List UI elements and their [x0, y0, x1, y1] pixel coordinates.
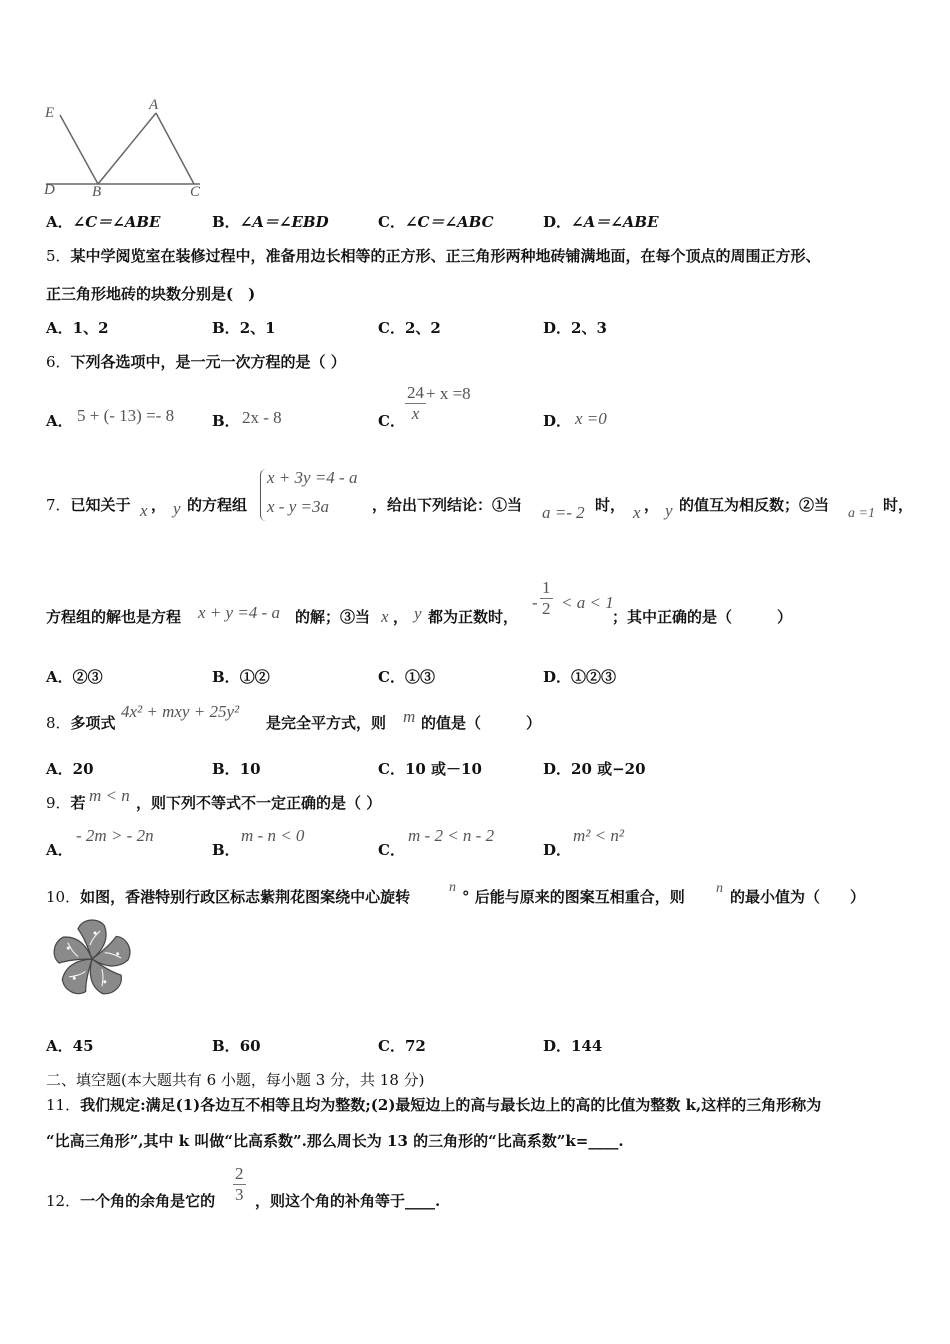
angle-figure: [40, 95, 210, 203]
q8-option-c: C．10 或－10: [378, 760, 482, 778]
q7-t4: 时，: [595, 496, 626, 514]
q9-option-d-math: m² < n²: [573, 826, 624, 845]
q7-eq1: x + 3y =4 - a: [267, 468, 358, 487]
q10-option-b: B．60: [212, 1037, 261, 1055]
q7-conclusion-intro: ，给出下列结论：①当: [372, 496, 523, 514]
section-2-heading: 二、填空题(本大题共有 6 小题，每小题 3 分，共 18 分): [46, 1071, 425, 1089]
q7-line2-start: 方程组的解也是方程: [46, 608, 182, 626]
q10-var-n: n: [449, 880, 456, 895]
q7-var-y: y: [173, 499, 181, 518]
q6-option-d-key: D．: [543, 412, 572, 430]
q6-option-c-key: C．: [378, 412, 405, 430]
q7-var-x2: x: [633, 503, 641, 522]
line-eb: [60, 115, 98, 184]
q9-option-d-key: D．: [543, 841, 572, 859]
q4-option-a: A．∠C＝∠ABE: [46, 213, 161, 231]
q12-end: ，则这个角的补角等于____.: [255, 1192, 441, 1210]
q10-var-n2: n: [716, 881, 723, 896]
q7-t9: 都为正数时，: [428, 608, 519, 626]
q4-option-b: B．∠A＝∠EBD: [212, 213, 329, 231]
q7-option-c: C．①③: [378, 668, 435, 686]
q7-eq2: x - y =3a: [267, 497, 329, 516]
q6-option-a-math: 5 + (- 13) =- 8: [77, 406, 175, 425]
label-b: B: [92, 184, 102, 200]
q7-system-label: 的方程组: [187, 496, 248, 514]
line-ba: [98, 113, 156, 184]
q7-t10: ；其中正确的是（ ）: [612, 608, 793, 626]
q8-intro: 8．多项式: [46, 714, 116, 732]
label-d: D: [44, 182, 55, 198]
q7-t6: 时，: [883, 496, 914, 514]
q5-option-d: D．2、3: [543, 319, 607, 337]
q7-option-d: D．①②③: [543, 668, 617, 686]
q9-option-c-key: C．: [378, 841, 405, 859]
q8-option-a: A．20: [46, 760, 94, 778]
q11-line2: “比高三角形”,其中 k 叫做“比高系数”.那么周长为 13 的三角形的“比高系数”k=____.: [46, 1132, 624, 1150]
q7-var-x3: x: [381, 607, 389, 626]
q7-intro: 7．已知关于: [46, 496, 131, 514]
q5-option-a: A．1、2: [46, 319, 109, 337]
q9-option-a-key: A．: [46, 841, 73, 859]
q10-stem-start: 10．如图，香港特别行政区标志紫荆花图案绕中心旋转: [46, 888, 411, 906]
q7-brace: [260, 469, 267, 521]
q9-option-a-math: - 2m > - 2n: [76, 826, 154, 845]
q12-start: 12．一个角的余角是它的: [46, 1192, 216, 1210]
q10-option-d: D．144: [543, 1037, 603, 1055]
q7-comma: ，: [151, 496, 167, 514]
q9-t2: ，则下列不等式不一定正确的是（ ）: [136, 794, 382, 812]
q5-line1: 5．某中学阅览室在装修过程中，准备用边长相等的正方形、正三角形两种地砖铺满地面，在每个顶点的周围正方形、: [46, 247, 821, 265]
q8-poly: 4x² + mxy + 25y²: [121, 702, 240, 721]
q4-option-c: C．∠C＝∠ABC: [378, 213, 494, 231]
q10-t2: ° 后能与原来的图案互相重合，则: [462, 888, 685, 906]
q5-line2: 正三角形地砖的块数分别是( ): [46, 285, 256, 303]
q9-option-c-math: m - 2 < n - 2: [408, 826, 495, 845]
q7-comma3: ，: [393, 608, 409, 626]
q7-cond1: a =- 2: [542, 503, 585, 522]
q8-option-d: D．20 或−20: [543, 760, 646, 778]
q9-option-b-key: B．: [212, 841, 240, 859]
q8-t2: 是完全平方式，则: [266, 714, 387, 732]
q8-option-b: B．10: [212, 760, 261, 778]
q4-option-d: D．∠A＝∠ABE: [543, 213, 659, 231]
q7-half: $\frac{1}{2}$: [542, 578, 551, 618]
q7-t8: 的解；③当: [295, 608, 371, 626]
q6-option-d-math: x =0: [575, 409, 607, 428]
q7-var-x: x: [140, 501, 148, 520]
q7-eq3: x + y =4 - a: [198, 603, 280, 622]
q7-ineq: < a < 1: [561, 593, 614, 612]
q6-option-b-key: B．: [212, 412, 240, 430]
q6-option-b-math: 2x - 8: [242, 408, 282, 427]
label-e: E: [45, 105, 55, 121]
q7-cond2: a =1: [848, 506, 875, 521]
q8-var-m: m: [403, 707, 416, 726]
line-ac: [156, 113, 194, 184]
q7-option-a: A．②③: [46, 668, 103, 686]
q7-t5: 的值互为相反数；②当: [679, 496, 830, 514]
q10-option-c: C．72: [378, 1037, 426, 1055]
q10-option-a: A．45: [46, 1037, 94, 1055]
q5-option-c: C．2、2: [378, 319, 441, 337]
bauhinia-flower-figure: [46, 916, 138, 1002]
q9-cond: m < n: [89, 786, 130, 805]
q6-fraction: $\frac{24}{x}$: [407, 383, 424, 423]
q10-t3: 的最小值为（ ）: [730, 888, 866, 906]
q6-option-c-math: $\frac{24}{x}$ + x =8: [407, 383, 471, 423]
q7-neg: -: [532, 593, 538, 612]
q12-fraction: $\frac{2}{3}$: [235, 1164, 244, 1204]
label-c: C: [190, 184, 201, 200]
q7-var-y3: y: [414, 604, 422, 623]
q6-stem: 6．下列各选项中，是一元一次方程的是（ ）: [46, 353, 346, 371]
q11-line1: 11．我们规定:满足(1)各边互不相等且均为整数;(2)最短边上的高与最长边上的高的比值为整数 k,这样的三角形称为: [46, 1096, 822, 1114]
q6-option-a-key: A．: [46, 412, 73, 430]
q7-comma2: ，: [644, 496, 660, 514]
label-a: A: [149, 97, 159, 113]
q5-option-b: B．2、1: [212, 319, 276, 337]
q9-option-b-math: m - n < 0: [241, 826, 305, 845]
q7-var-y2: y: [665, 501, 673, 520]
q7-option-b: B．①②: [212, 668, 270, 686]
q8-t3: 的值是（ ）: [421, 714, 542, 732]
q9-intro: 9．若: [46, 794, 86, 812]
